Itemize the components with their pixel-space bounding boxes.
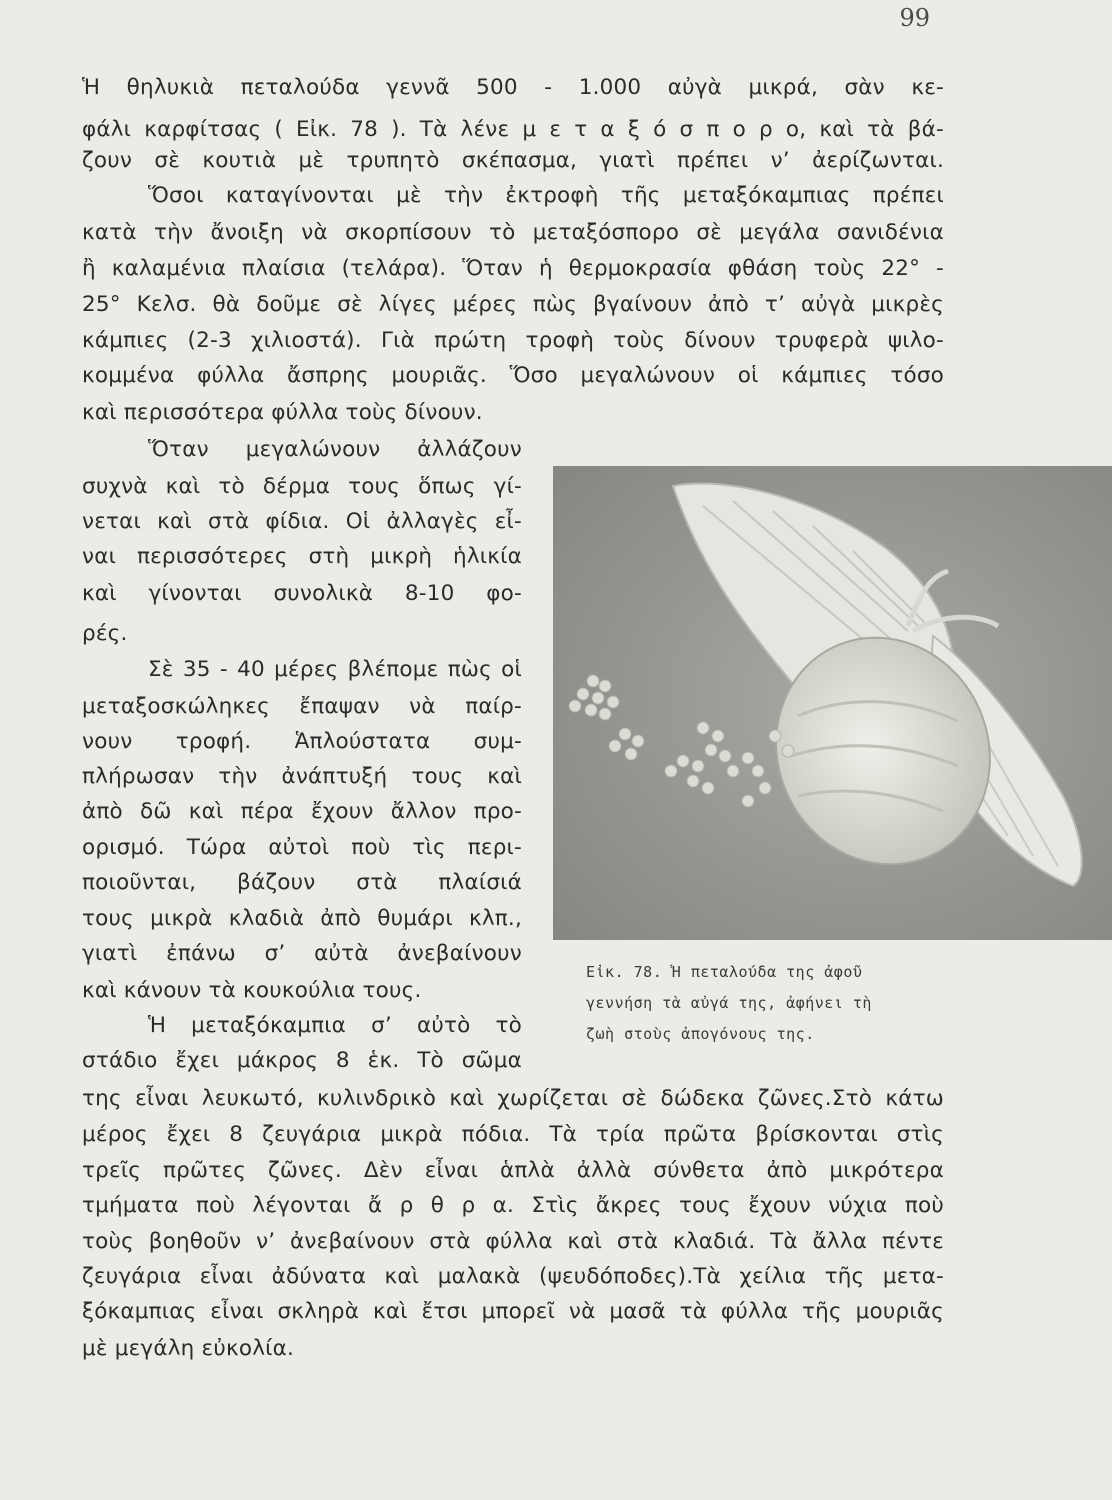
text-line: φάλι καρφίτσας ( Εἰκ. 78 ). Τὰ λένε μ ε τ α ξ ό σ π ο ρ ο, καὶ τὰ βά-	[82, 117, 944, 142]
text-line: τρεῖς πρῶτες ζῶνες. Δὲν εἶναι ἁπλὰ ἀλλὰ σύνθετα ἀπὸ μικρότερα	[82, 1158, 944, 1183]
text-line: Ἡ θηλυκιὰ πεταλούδα γεννᾶ 500 - 1.000 αὐγὰ μικρά, σὰν κε-	[82, 75, 944, 100]
figure-caption: γεννήση τὰ αὐγά της, ἀφήνει τὴ	[586, 994, 872, 1012]
text-line: καὶ γίνονται συνολικὰ 8-10 φο-	[82, 581, 522, 606]
text-line: γιατὶ ἐπάνω σ’ αὐτὰ ἀνεβαίνουν	[82, 941, 522, 966]
text-line: τους μικρὰ κλαδιὰ ἀπὸ θυμάρι κλπ.,	[82, 906, 522, 931]
figure-caption: ζωὴ στοὺς ἀπογόνους της.	[586, 1025, 815, 1043]
text-line: νουν τροφή. Ἁπλούστατα συμ-	[82, 729, 522, 754]
moth-photo	[553, 466, 1112, 940]
text-line: κομμένα φύλλα ἄσπρης μουριᾶς. Ὅσο μεγαλώνουν οἱ κάμπιες τόσο	[82, 363, 944, 388]
text-line: τοὺς βοηθοῦν ν’ ἀνεβαίνουν στὰ φύλλα καὶ στὰ κλαδιά. Τὰ ἄλλα πέντε	[82, 1229, 944, 1254]
text-line: ποιοῦνται, βάζουν στὰ πλαίσιά	[82, 870, 522, 895]
text-line: καὶ περισσότερα φύλλα τοὺς δίνουν.	[82, 400, 483, 425]
text-line: ἢ καλαμένια πλαίσια (τελάρα). Ὅταν ἡ θερμοκρασία φθάση τοὺς 22° -	[82, 256, 944, 281]
text-line: συχνὰ καὶ τὸ δέρμα τους ὅπως γί-	[82, 474, 522, 499]
text-line: ξόκαμπιας εἶναι σκληρὰ καὶ ἔτσι μπορεῖ νὰ μασᾶ τὰ φύλλα τῆς μουριᾶς	[82, 1299, 944, 1324]
text-line: πλήρωσαν τὴν ἀνάπτυξή τους καὶ	[82, 764, 522, 789]
figure-caption: Εἰκ. 78. Ἡ πεταλούδα της ἀφοῦ	[586, 963, 863, 981]
text-line: Ἡ μεταξόκαμπια σ’ αὐτὸ τὸ	[148, 1013, 522, 1038]
text-line: Ὅσοι καταγίνονται μὲ τὴν ἐκτροφὴ τῆς μεταξόκαμπιας πρέπει	[148, 183, 944, 208]
text-line: στάδιο ἔχει μάκρος 8 ἑκ. Τὸ σῶμα	[82, 1048, 522, 1073]
text-line: κάμπιες (2-3 χιλιοστά). Γιὰ πρώτη τροφὴ τοὺς δίνουν τρυφερὰ ψιλο-	[82, 328, 944, 353]
moth-illustration	[553, 466, 1112, 940]
text-line: ζουν σὲ κουτιὰ μὲ τρυπητὸ σκέπασμα, γιατὶ πρέπει ν’ ἀερίζωνται.	[82, 148, 944, 173]
text-line: 25° Κελσ. θὰ δοῦμε σὲ λίγες μέρες πὼς βγαίνουν ἀπὸ τ’ αὐγὰ μικρὲς	[82, 292, 944, 317]
text-line: μέρος ἔχει 8 ζευγάρια μικρὰ πόδια. Τὰ τρία πρῶτα βρίσκονται στὶς	[82, 1122, 944, 1147]
text-line: νεται καὶ στὰ φίδια. Οἱ ἀλλαγὲς εἶ-	[82, 509, 522, 534]
text-line: μεταξοσκώληκες ἔπαψαν νὰ παίρ-	[82, 694, 522, 719]
text-line: Ὅταν μεγαλώνουν ἀλλάζουν	[148, 437, 522, 462]
text-line: της εἶναι λευκωτό, κυλινδρικὸ καὶ χωρίζεται σὲ δώδεκα ζῶνες.Στὸ κάτω	[82, 1086, 944, 1111]
text-line: τμήματα ποὺ λέγονται ἄ ρ θ ρ α. Στὶς ἄκρες τους ἔχουν νύχια ποὺ	[82, 1193, 944, 1218]
page-number: 99	[899, 4, 930, 32]
text-line: καὶ κάνουν τὰ κουκούλια τους.	[82, 978, 422, 1003]
text-line: ζευγάρια εἶναι ἀδύνατα καὶ μαλακὰ (ψευδόποδες).Τὰ χείλια τῆς μετα-	[82, 1264, 944, 1289]
text-line: ἀπὸ δῶ καὶ πέρα ἔχουν ἄλλον προ-	[82, 799, 522, 824]
text-line: ρές.	[82, 621, 128, 646]
text-line: ναι περισσότερες στὴ μικρὴ ἡλικία	[82, 544, 522, 569]
text-line: μὲ μεγάλη εὐκολία.	[82, 1336, 295, 1361]
text-line: κατὰ τὴν ἄνοιξη νὰ σκορπίσουν τὸ μεταξόσπορο σὲ μεγάλα σανιδένια	[82, 220, 944, 245]
text-line: ορισμό. Τώρα αὐτοὶ ποὺ τὶς περι-	[82, 835, 522, 860]
text-line: Σὲ 35 - 40 μέρες βλέπομε πὼς οἱ	[148, 657, 522, 682]
